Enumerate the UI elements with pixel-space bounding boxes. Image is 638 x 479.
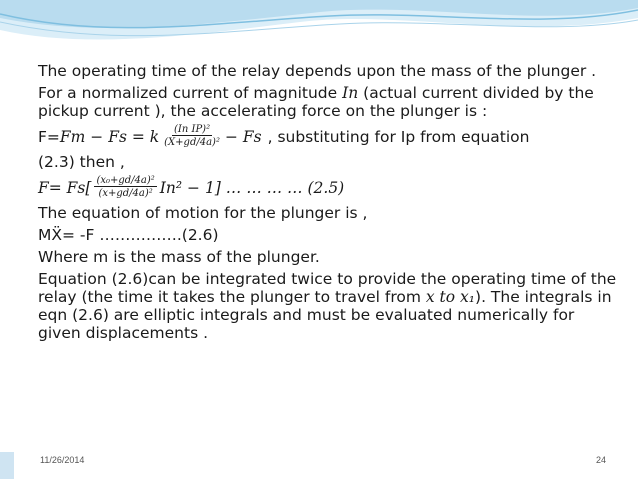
slide-body [38, 62, 618, 346]
equation-fraction: $\frac{\text{(In IP)²}}{\text{(X+gd/4a)²}}$ [164, 124, 220, 148]
header-wave-decoration [0, 0, 638, 62]
current-variable: In [342, 84, 359, 102]
footer-accent-bar [0, 452, 14, 479]
paragraph-then: (2.3) then , [38, 153, 125, 171]
equation-fraction-2-5: $\frac{\text{(x₀+gd/4a)²}}{\text{(x+gd/4a)²}}$ [96, 175, 155, 199]
slide-number: 24 [596, 455, 607, 465]
paragraph-normalized-current: For a normalized current of magnitude In (actual current divided by the pickup current ), the accelerating force on the plunger is : [38, 84, 594, 120]
equation-force: F= Fm − Fs = k $\frac{\text{(In IP)²}}{\text{(X+gd/4a)²}}$ − Fs , substituting for Ip from equation [38, 124, 530, 148]
paragraph-integration: Equation (2.6)can be integrated twice to provide the operating time of the relay (the time it takes the plunger to travel from x to x₁). The integrals in eqn (2.6) are elliptic integrals and must be evaluated numerically for given displacements . [38, 270, 617, 342]
paragraph-mass-definition: Where m is the mass of the plunger. [38, 248, 320, 266]
slide-date: 11/26/2014 [40, 455, 85, 465]
equation-2-6: MẌ= -F …………….(2.6) [38, 226, 219, 244]
equation-2-5: F= Fs[ $\frac{\text{(x₀+gd/4a)²}}{\text{(x+gd/4a)²}}$ In² − 1] … … … … (2.5) [38, 175, 345, 199]
paragraph-equation-of-motion: The equation of motion for the plunger is , [38, 204, 368, 222]
paragraph-operating-time: The operating time of the relay depends upon the mass of the plunger . [38, 62, 597, 80]
